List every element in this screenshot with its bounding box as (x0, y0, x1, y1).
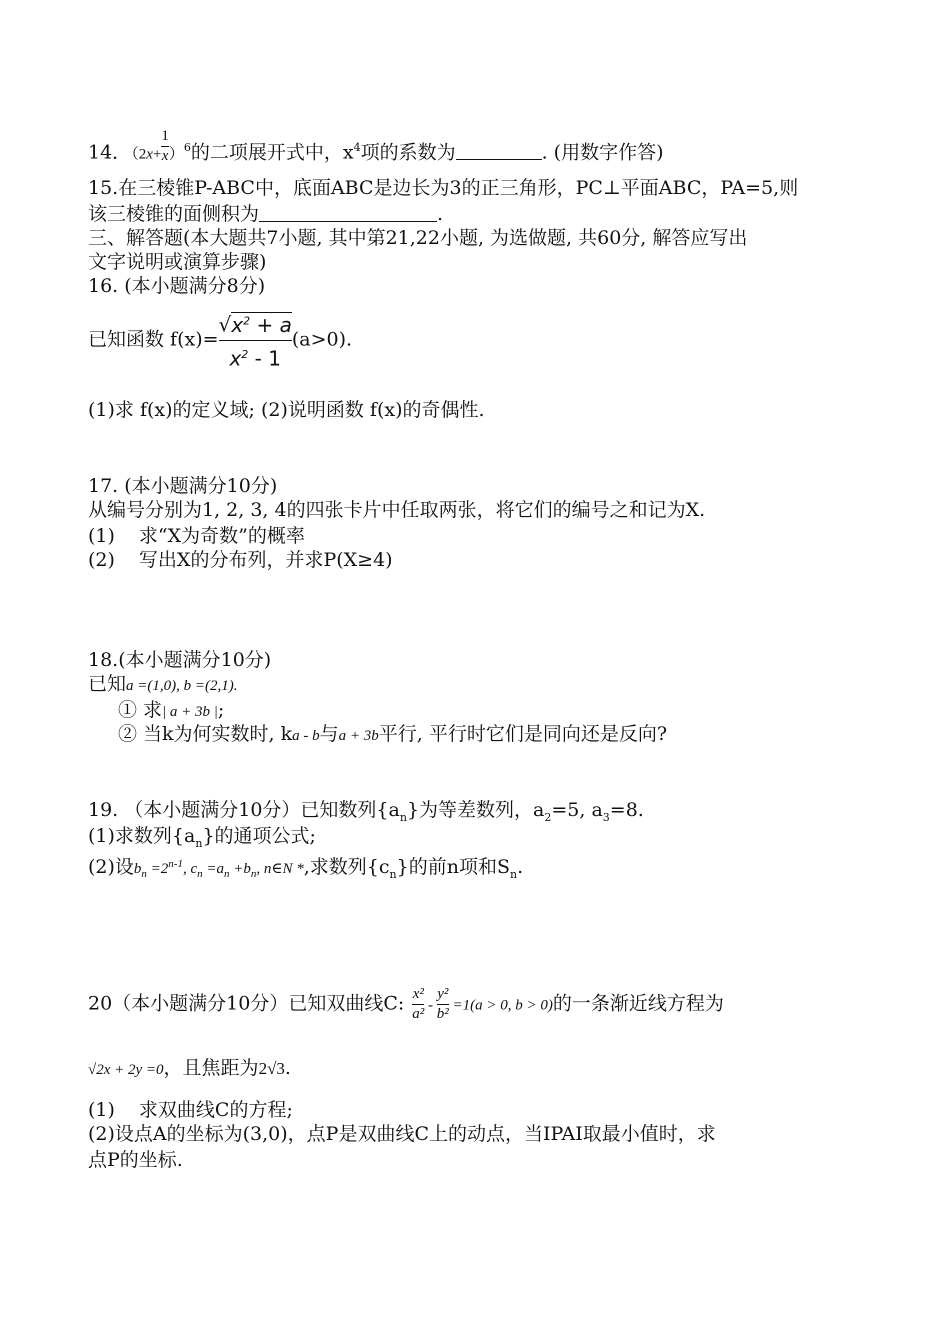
question-17-part-2: (2) 写出X的分布列，并求P(X≥4) (88, 549, 393, 571)
question-20-line-2: √2x + 2y =0，且焦距为2√3. (88, 1057, 291, 1079)
question-20-header: 20（本小题满分10分）已知双曲线C: $\frac{\text{x²}}{\text{a²}}$ - $\frac{\text{y²}}{\text{b²}}$ =1(a > 0, b > 0)的一条渐近线方程为 (88, 986, 724, 1022)
question-16-parts: (1)求 f(x)的定义域; (2)说明函数 f(x)的奇偶性. (88, 399, 485, 421)
expr-close: ） (168, 146, 184, 163)
section-3-line-2: 文字说明或演算步骤) (88, 251, 267, 273)
expr-open: （2 (131, 146, 147, 163)
section-3-line-1: 三、解答题(本大题共7小题, 其中第21,22小题, 为选做题, 共60分, 解答应写出 (88, 227, 748, 249)
hyperbola-y-term: $\frac{\text{y²}}{\text{b²}}$ (436, 986, 449, 1022)
question-18-header: 18.(本小题满分10分) (88, 649, 272, 671)
expr-x: x (146, 146, 153, 163)
answer-blank (259, 203, 437, 222)
function-fraction: $\frac{√x^2 + a}{x^2 - 1}$ (218, 312, 292, 371)
expr-plus: + (152, 146, 162, 163)
question-17-header: 17. (本小题满分10分) (88, 475, 278, 497)
question-19-header: 19. （本小题满分10分）已知数列$\{a_n\}$为等差数列，$a_2=5$, $a_3=8$. (88, 799, 644, 824)
question-15-line-2: 该三棱锥的面侧积为 . (88, 203, 444, 225)
expr-exponent: 6 (183, 141, 191, 154)
question-16-function: 已知函数 f(x)= $\frac{√x^2 + a}{x^2 - 1}$ (a>0). (88, 308, 352, 371)
sequence-definition: $b_n =2^{n-1}$, $c_n =a_n +b_n$, n∈N * (133, 858, 304, 880)
question-19-part-2: (2)设$b_n =2^{n-1}$, $c_n =a_n +b_n$, n∈N *,求数列$\{c_n\}$的前n项和$S_n$. (88, 856, 524, 881)
q14-text: 的二项展开式中，x (190, 141, 354, 164)
hyperbola-x-term: $\frac{\text{x²}}{\text{a²}}$ (412, 986, 425, 1022)
vector-definition: a =(1,0), b =(2,1). (126, 678, 238, 694)
question-16-header: 16. (本小题满分8分) (88, 275, 266, 297)
question-15-line-1: 15.在三棱锥P-ABC中，底面ABC是边长为3的正三角形，PC⊥平面ABC，PA=5,则 (88, 177, 799, 199)
question-number: 14． (88, 141, 132, 164)
question-20-part-1: (1) 求双曲线C的方程; (88, 1099, 293, 1121)
answer-blank (456, 141, 542, 160)
expr-fraction: $\frac{1}{x}$ (161, 127, 169, 164)
asymptote-equation: √2x + 2y =0 (88, 1062, 164, 1078)
question-18-part-1: ① 求| a + 3b |; (118, 699, 225, 721)
question-18-part-2: ② 当k为何实数时, ka - b与a + 3b平行, 平行时它们是同向还是反向? (118, 723, 668, 745)
question-19-part-1: (1)求数列$\{a_n\}$的通项公式; (88, 825, 316, 850)
question-20-part-2-line-1: (2)设点A的坐标为(3,0)，点P是双曲线C上的动点，当ⅠPAⅠ取最小值时，求 (88, 1123, 716, 1145)
question-17-part-1: (1) 求“X为奇数”的概率 (88, 525, 305, 547)
focal-distance: 2√3 (258, 1059, 285, 1078)
question-14: 14．（2x+ $\frac{1}{x}$ ）$^6$的二项展开式中，$x^4$项的系数为 . (用数字作答) (88, 127, 664, 164)
question-20-part-2-line-2: 点P的坐标. (88, 1149, 183, 1171)
question-17-stem: 从编号分别为1, 2, 3, 4的四张卡片中任取两张，将它们的编号之和记为X. (88, 499, 706, 521)
question-18-given: 已知a =(1,0), b =(2,1). (88, 673, 238, 695)
